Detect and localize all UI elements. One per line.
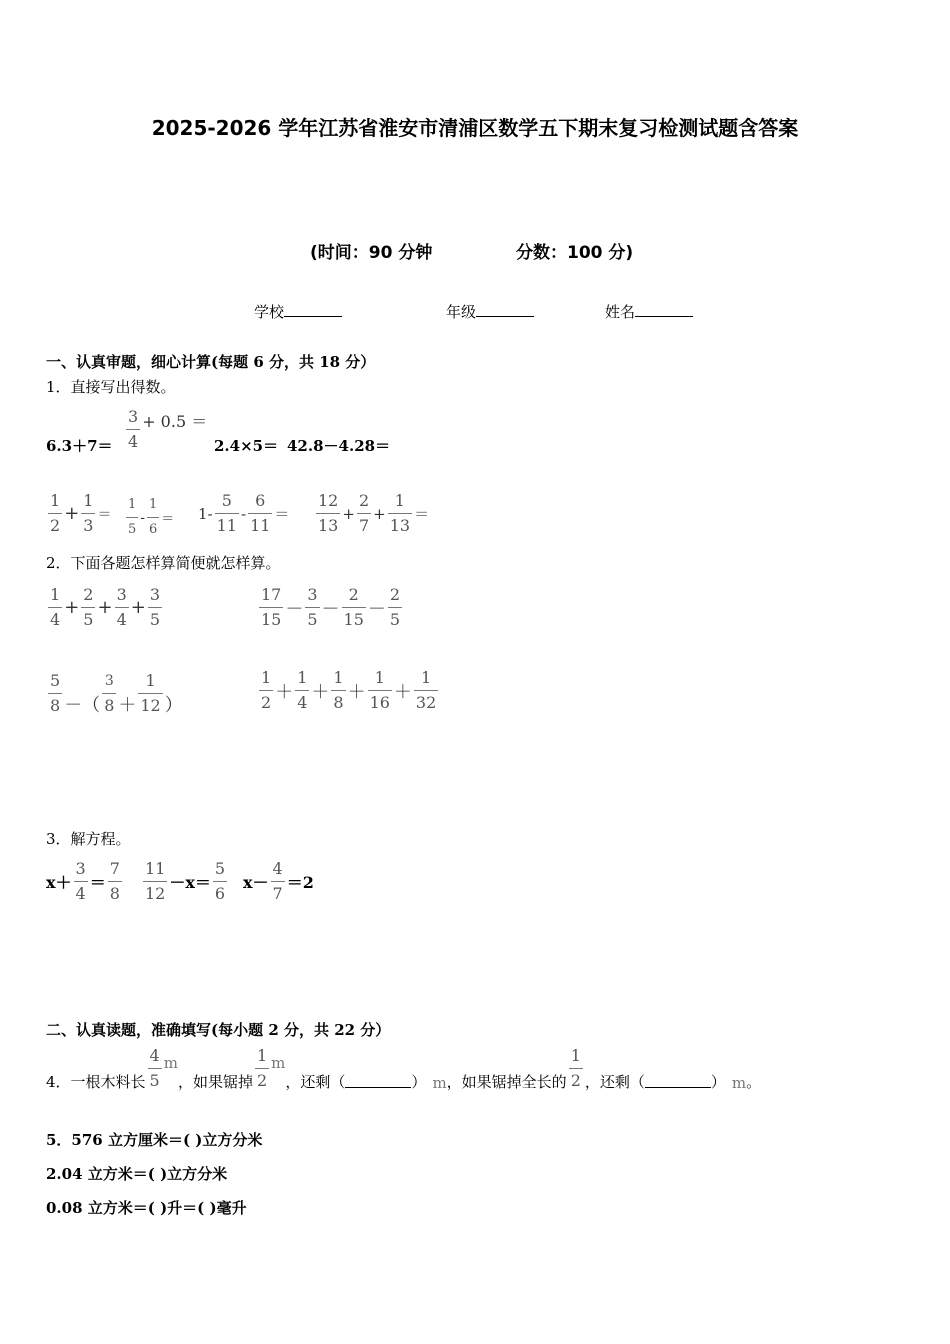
fraction: $\frac{1}{6}$: [149, 497, 158, 537]
fraction: $\frac{5}{11}$: [216, 491, 237, 535]
fraction: $\frac{2}{5}$: [389, 585, 401, 629]
fraction: $\frac{2}{7}$: [358, 491, 370, 535]
fraction: $\frac{3}{4}$: [75, 859, 86, 903]
fraction: $\frac{1}{3}$: [83, 491, 94, 535]
name-label: 姓名: [605, 303, 636, 321]
fraction: $\frac{1}{4}$: [50, 585, 61, 629]
school-field: [254, 301, 342, 322]
exam-time: (时间：90 分钟: [310, 243, 433, 263]
section1-heading: 一、认真审题，细心计算(每题 6 分，共 18 分）: [46, 353, 376, 371]
grade-label: 年级: [446, 303, 477, 321]
fraction: $\frac{1}{2}$: [261, 668, 272, 712]
fraction: $\frac{4}{7}$: [272, 859, 283, 903]
q5-line2: 2.04 立方米＝( )立方分米: [46, 1165, 228, 1183]
q2-expr-a: $\frac{1}{4}$ + $\frac{2}{5}$ + $\frac{3}{4}$ + $\frac{3}{5}$: [50, 585, 161, 629]
q1-row2-expr1: $\frac{1}{2}$ + $\frac{1}{3}$ ＝: [50, 491, 112, 535]
fraction: $\frac{1}{8}$: [333, 668, 344, 712]
q1-expr3: 2.4×5＝: [214, 437, 279, 455]
fraction: $\frac{3}{4}$: [128, 407, 139, 451]
exam-score: 分数：100 分): [516, 243, 634, 263]
fraction: $\frac{5}{8}$: [50, 670, 61, 715]
grade-field: [446, 301, 534, 322]
q1-row2-expr4: $\frac{12}{13}$ + $\frac{2}{7}$ + $\frac{1}{13}$ ＝: [318, 491, 430, 535]
fraction: $\frac{1}{12}$: [140, 670, 161, 715]
q5-line3: 0.08 立方米＝( )升＝( )毫升: [46, 1199, 247, 1217]
fraction: $\frac{5}{6}$: [214, 859, 226, 903]
q2-label: 2．下面各题怎样算简便就怎样算。: [46, 554, 281, 572]
q5-line1: 5．576 立方厘米＝( )立方分米: [46, 1131, 263, 1149]
q3-label: 3．解方程。: [46, 830, 131, 848]
fraction: $\frac{3}{5}$: [149, 585, 161, 629]
fraction: $\frac{3}{4}$: [116, 585, 127, 629]
q2-expr-d: $\frac{1}{2}$ ＋ $\frac{1}{4}$ ＋ $\frac{1}{8}$ ＋ $\frac{1}{16}$ ＋ $\frac{1}{32}$: [261, 668, 437, 712]
fraction: $\frac{1}{13}$: [389, 491, 411, 535]
name-field: [605, 301, 693, 322]
fraction: $\frac{11}{12}$: [145, 859, 166, 903]
fraction: $\frac{1}{4}$: [297, 668, 308, 712]
q1-label: 1．直接写出得数。: [46, 378, 176, 396]
grade-blank[interactable]: [476, 304, 534, 317]
fraction: $\frac{1}{16}$: [369, 668, 390, 712]
fraction: $\frac{4}{5}$: [149, 1045, 160, 1090]
fraction: $\frac{2}{15}$: [343, 585, 364, 629]
section2-heading: 二、认真读题，准确填写(每小题 2 分，共 22 分）: [46, 1021, 391, 1039]
q3-eq3: x－ $\frac{4}{7}$ ＝2: [243, 859, 314, 903]
q2-expr-c: $\frac{5}{8}$ －（ $\frac{3}{8}$ ＋ $\frac{1}{12}$ ）: [50, 670, 183, 716]
fraction: $\frac{1}{5}$: [128, 497, 137, 537]
page-title: 2025-2026 学年江苏省淮安市清浦区数学五下期末复习检测试题含答案: [151, 116, 799, 140]
fraction: $\frac{3}{5}$: [307, 585, 318, 629]
q3-eq1: x＋ $\frac{3}{4}$ ＝ $\frac{7}{8}$: [46, 859, 120, 903]
q4-text: 4．一根木料长 $\frac{4}{5}$ m ，如果锯掉 $\frac{1}{2}$ m ，还剩（ ） m ，如果锯掉全长的 $\frac{1}{2}$ ，还剩（ ） m 。: [46, 1045, 762, 1092]
fraction: $\frac{3}{8}$: [104, 672, 115, 715]
answer-blank[interactable]: [645, 1075, 711, 1088]
answer-blank[interactable]: [345, 1075, 411, 1088]
fraction: $\frac{2}{5}$: [83, 585, 94, 629]
fraction: $\frac{1}{32}$: [415, 668, 437, 712]
fraction: $\frac{1}{2}$: [570, 1045, 581, 1090]
fraction: $\frac{1}{2}$: [50, 491, 61, 535]
q1-expr4: 42.8－4.28＝: [287, 437, 391, 455]
school-blank[interactable]: [284, 304, 342, 317]
school-label: 学校: [254, 303, 285, 321]
fraction: $\frac{1}{2}$: [256, 1045, 268, 1090]
q1-expr2: $\frac{3}{4}$ + 0.5 ＝: [128, 407, 208, 451]
fraction: $\frac{17}{15}$: [261, 585, 282, 629]
q2-expr-b: $\frac{17}{15}$ － $\frac{3}{5}$ － $\frac{2}{15}$ － $\frac{2}{5}$: [261, 585, 401, 629]
q3-eq2: $\frac{11}{12}$ －x＝ $\frac{5}{6}$: [145, 859, 226, 903]
fraction: $\frac{12}{13}$: [318, 491, 339, 535]
fraction: $\frac{7}{8}$: [109, 859, 120, 903]
q1-row2-expr2: $\frac{1}{5}$ - $\frac{1}{6}$ ＝: [128, 497, 175, 537]
name-blank[interactable]: [635, 304, 693, 317]
q1-row2-expr3: 1- $\frac{5}{11}$ - $\frac{6}{11}$ ＝: [198, 491, 290, 535]
q1-expr1: 6.3＋7＝: [46, 437, 113, 455]
fraction: $\frac{6}{11}$: [250, 491, 271, 535]
